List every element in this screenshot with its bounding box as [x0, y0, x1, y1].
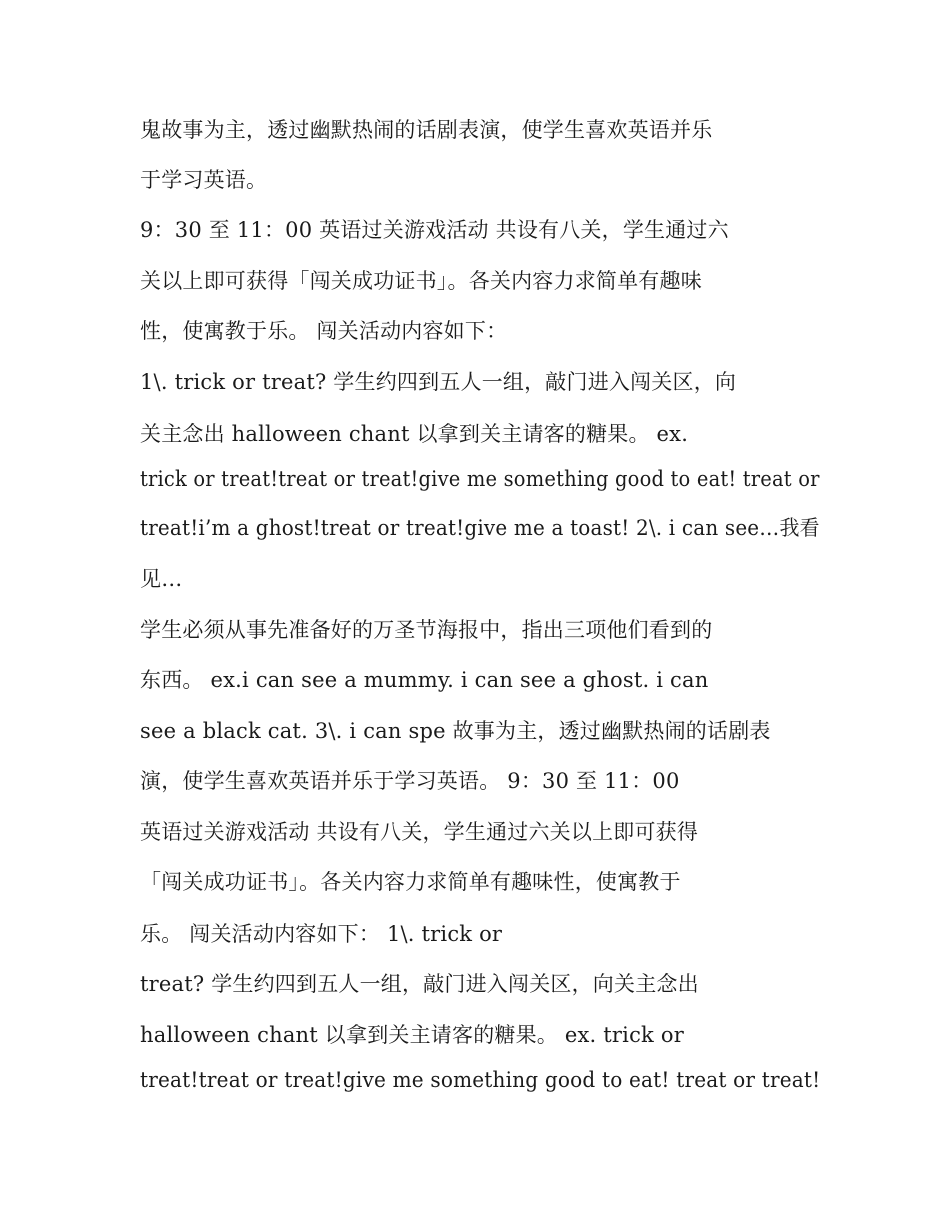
text-line: treat? 学生约四到五人一组，敲门进入闯关区，向关主念出 — [140, 972, 699, 996]
text-line: 关以上即可获得「闯关成功证书」。各关内容力求简单有趣味 — [140, 269, 702, 293]
text-line: see a black cat. 3\. i can spe 故事为主，透过幽默热闹的话剧表 — [140, 719, 771, 743]
text-line: 乐。 闯关活动内容如下： 1\. trick or — [140, 922, 503, 946]
text-line: 9：30 至 11：00 英语过关游戏活动 共设有八关，学生通过六 — [140, 218, 729, 242]
text-line: 东西。 ex.i can see a mummy. i can see a ghost. i can — [140, 668, 709, 692]
text-line: 英语过关游戏活动 共设有八关，学生通过六关以上即可获得 — [140, 820, 699, 844]
text-line: trick or treat!treat or treat!give me something good to eat! treat or — [140, 467, 820, 491]
text-line: 演，使学生喜欢英语并乐于学习英语。 9：30 至 11：00 — [140, 769, 680, 793]
text-line: halloween chant 以拿到关主请客的糖果。 ex. trick or — [140, 1023, 684, 1047]
text-line: 学生必须从事先准备好的万圣节海报中，指出三项他们看到的 — [140, 618, 713, 642]
text-line: 1\. trick or treat? 学生约四到五人一组，敲门进入闯关区，向 — [140, 370, 737, 394]
text-line: 见… — [140, 567, 183, 591]
text-line: treat!i’m a ghost!treat or treat!give me a toast! 2\. i can see…我看 — [140, 516, 820, 540]
text-line: 「闯关成功证书」。各关内容力求简单有趣味性，使寓教于 — [140, 870, 681, 894]
text-line: 关主念出 halloween chant 以拿到关主请客的糖果。 ex. — [140, 422, 689, 446]
text-line: 性，使寓教于乐。 闯关活动内容如下： — [140, 319, 508, 343]
text-line: 于学习英语。 — [140, 168, 268, 192]
text-line: treat!treat or treat!give me something good to eat! treat or treat! — [140, 1068, 821, 1092]
text-line: 鬼故事为主，透过幽默热闹的话剧表演，使学生喜欢英语并乐 — [140, 118, 713, 142]
